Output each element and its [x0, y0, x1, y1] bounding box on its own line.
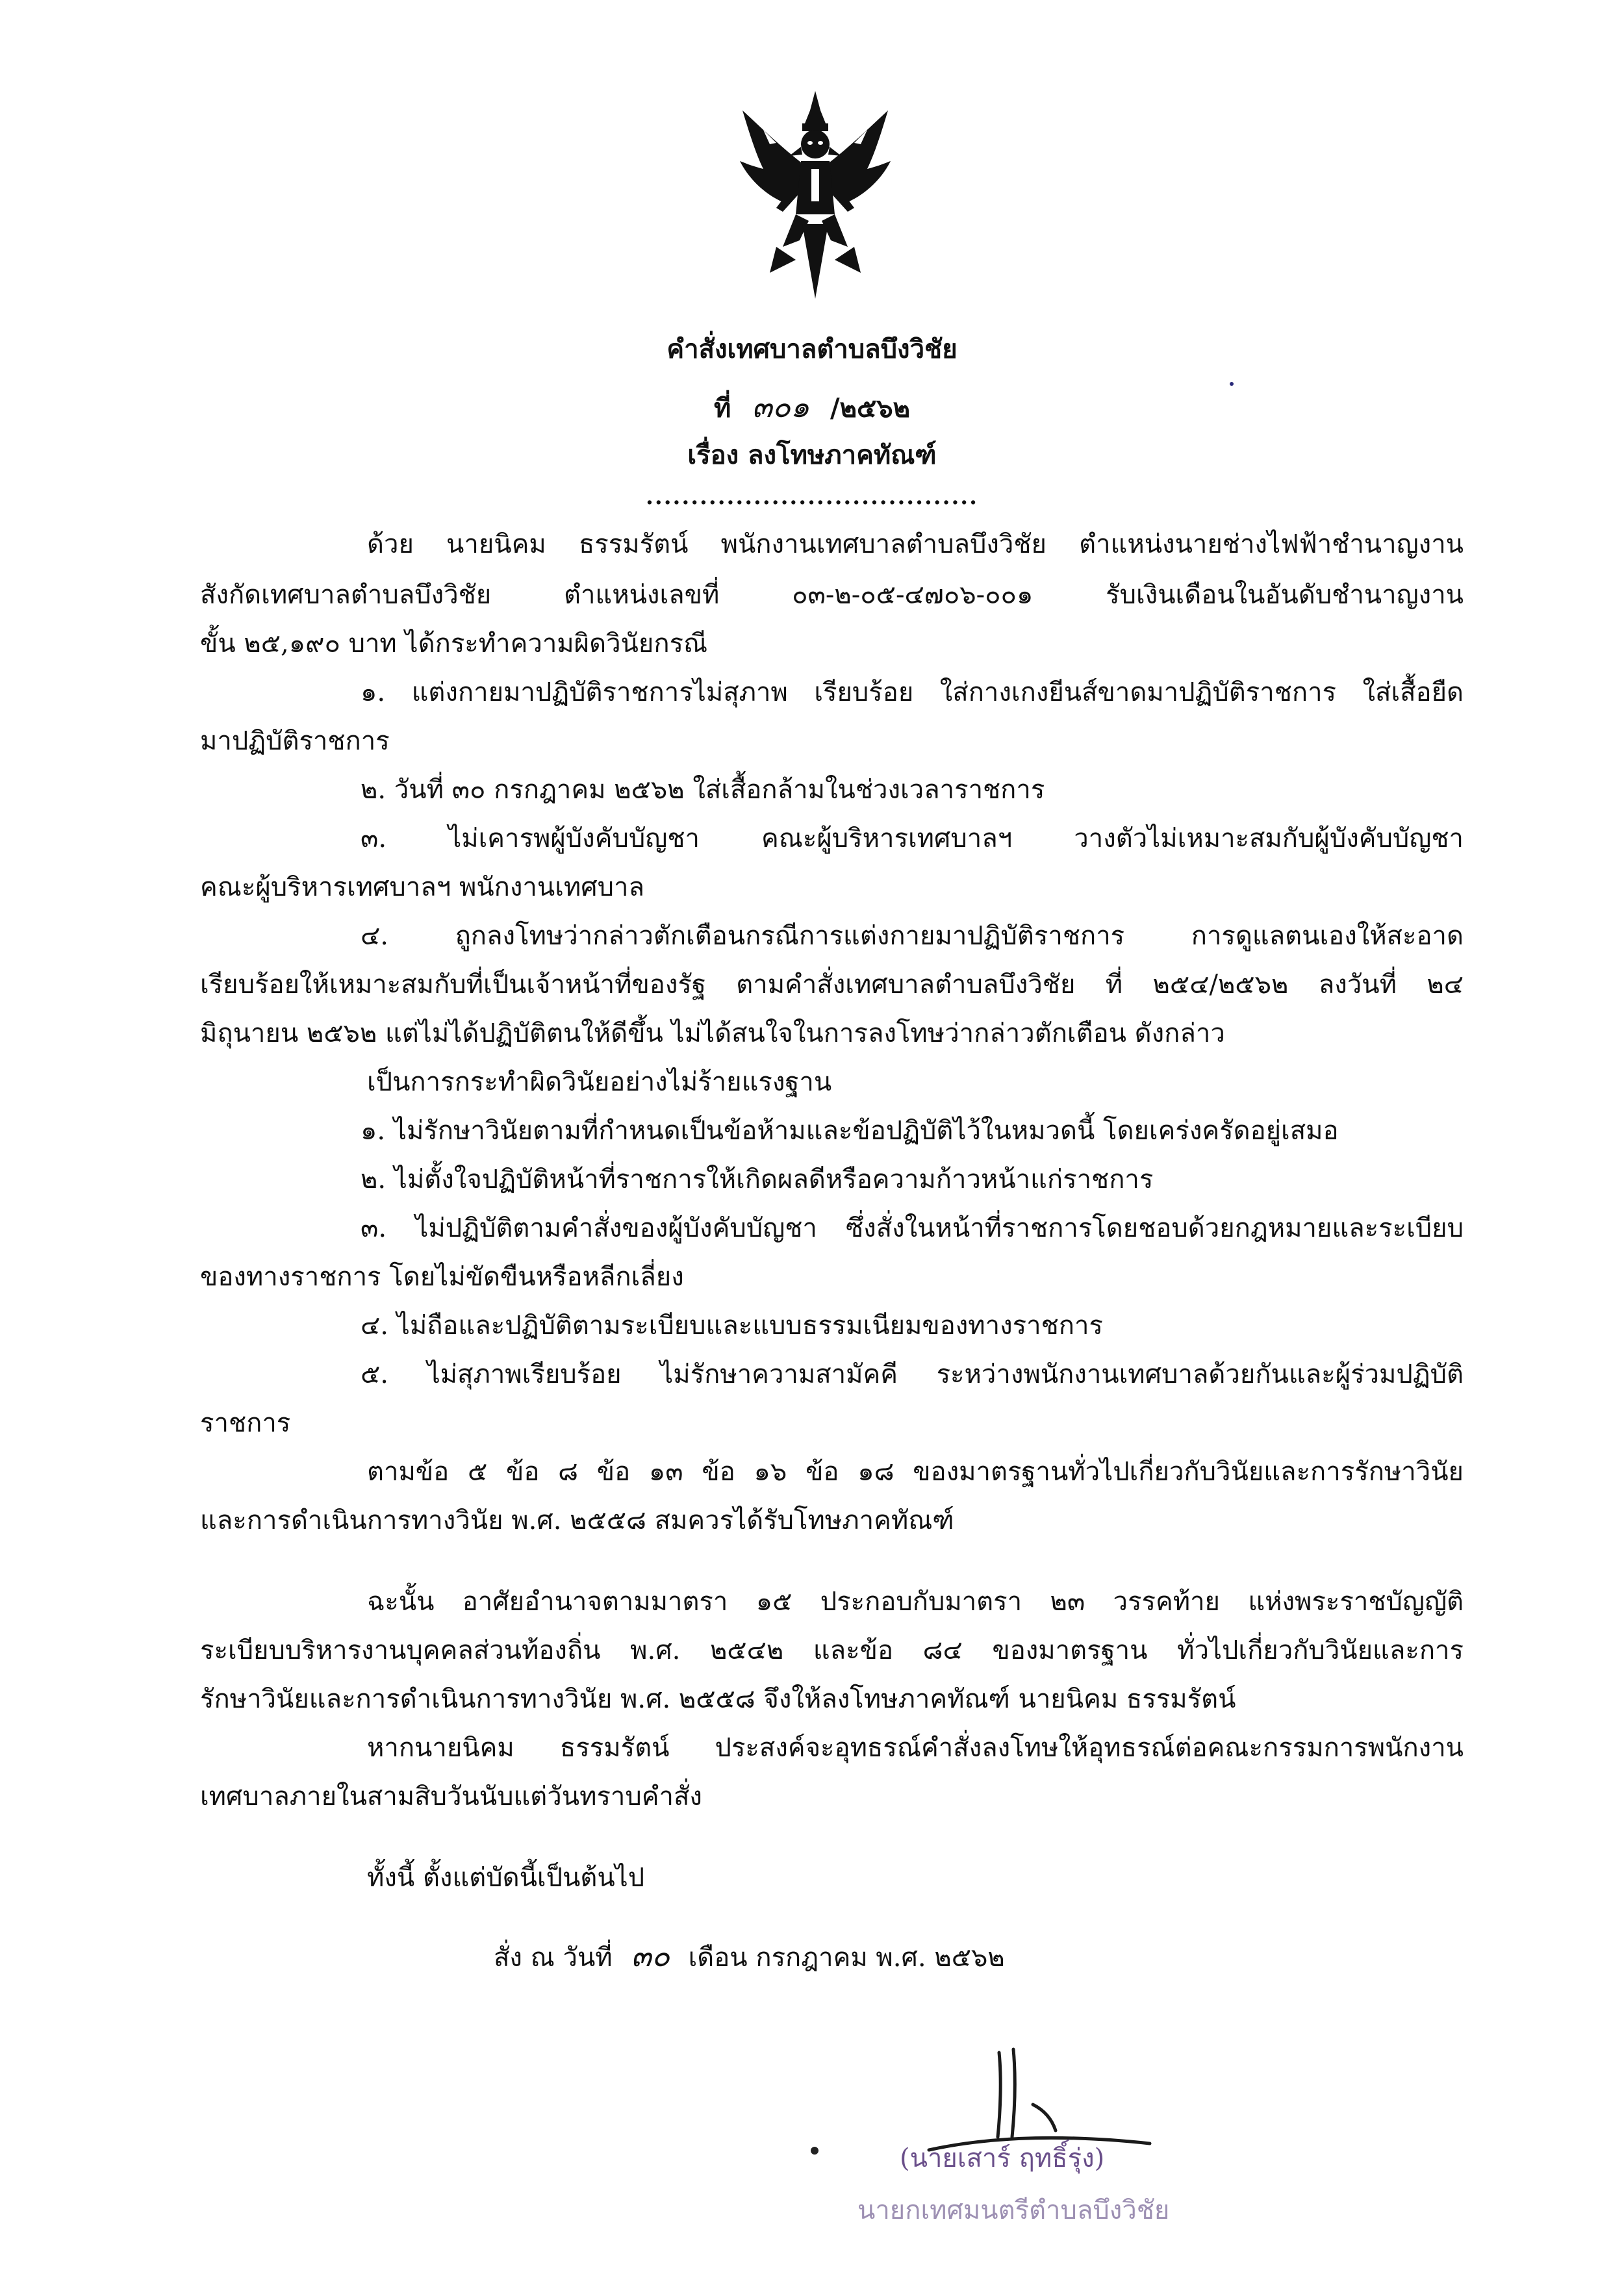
paragraph-line: เทศบาลภายในสามสิบวันนับแต่วันทราบคำสั่ง: [200, 1782, 702, 1812]
signer-name: (นายเสาร์ ฤทธิ์รุ่ง): [900, 2143, 1105, 2173]
offense-item-cont: มาปฏิบัติราชการ: [200, 726, 390, 756]
document-title: คำสั่งเทศบาลตำบลบึงวิชัย: [666, 334, 958, 364]
issue-date: [494, 1939, 1005, 1973]
garuda-emblem-icon: [737, 84, 893, 305]
offense-item-cont: มิถุนายน ๒๕๖๒ แต่ไม่ได้ปฏิบัติตนให้ดีขึ้น ไม่ได้สนใจในการลงโทษว่ากล่าวตักเตือน ดังกล่าว: [200, 1018, 1225, 1048]
offense-item-cont: คณะผู้บริหารเทศบาลฯ พนักงานเทศบาล: [200, 872, 645, 902]
paragraph-line: ฉะนั้น อาศัยอำนาจตามมาตรา ๑๕ ประกอบกับมาตรา ๒๓ วรรคท้าย แห่งพระราชบัญญัติ: [367, 1587, 1464, 1617]
violation-item: ๓. ไม่ปฏิบัติตามคำสั่งของผู้บังคับบัญชา ซึ่งสั่งในหน้าที่ราชการโดยชอบด้วยกฎหมายและระเบียบ: [361, 1213, 1464, 1243]
violation-item-cont: ราชการ: [200, 1408, 291, 1438]
offense-item: ๒. วันที่ ๓๐ กรกฎาคม ๒๕๖๒ ใส่เสื้อกล้ามในช่วงเวลาราชการ: [361, 775, 1045, 805]
violation-item: ๕. ไม่สุภาพเรียบร้อย ไม่รักษาความสามัคคี ระหว่างพนักงานเทศบาลด้วยกันและผู้ร่วมปฏิบัติ: [361, 1359, 1464, 1389]
issue-date-prefix: สั่ง ณ วันที่: [494, 1943, 613, 1973]
paragraph-line: ระเบียบบริหารงานบุคคลส่วนท้องถิ่น พ.ศ. ๒๕๔๒ และข้อ ๘๔ ของมาตรฐาน ทั่วไปเกี่ยวกับวินัยและการ: [200, 1636, 1464, 1665]
issue-day-handwritten: ๓๐: [631, 1938, 670, 1973]
paragraph-line: สังกัดเทศบาลตำบลบึงวิชัย ตำแหน่งเลขที่ ๐๓-๒-๐๕-๔๗๐๖-๐๐๑ รับเงินเดือนในอันดับชำนาญงาน: [200, 580, 1464, 610]
paragraph-line: ตามข้อ ๕ ข้อ ๘ ข้อ ๑๓ ข้อ ๑๖ ข้อ ๑๘ ของมาตรฐานทั่วไปเกี่ยวกับวินัยและการรักษาวินัย: [367, 1457, 1464, 1487]
stray-ink-dot: [1230, 382, 1234, 386]
violation-item: ๑. ไม่รักษาวินัยตามที่กำหนดเป็นข้อห้ามและข้อปฏิบัติไว้ในหมวดนี้ โดยเคร่งครัดอยู่เสมอ: [361, 1116, 1339, 1146]
violation-item: ๔. ไม่ถือและปฏิบัติตามระเบียบและแบบธรรมเนียมของทางราชการ: [361, 1311, 1103, 1341]
number-handwritten: ๓๐๑: [752, 389, 810, 424]
paragraph-line: เป็นการกระทำผิดวินัยอย่างไม่ร้ายแรงฐาน: [367, 1067, 832, 1097]
offense-item: ๔. ถูกลงโทษว่ากล่าวตักเตือนกรณีการแต่งกายมาปฏิบัติราชการ การดูแลตนเองให้สะอาด: [361, 921, 1464, 951]
paragraph-line: และการดำเนินการทางวินัย พ.ศ. ๒๕๕๘ สมควรได้รับโทษภาคทัณฑ์: [200, 1506, 954, 1536]
number-prefix: ที่: [714, 393, 731, 424]
number-suffix: /๒๕๖๒: [830, 393, 910, 424]
document-subject: เรื่อง ลงโทษภาคทัณฑ์: [687, 440, 937, 470]
violation-item: ๒. ไม่ตั้งใจปฏิบัติหน้าที่ราชการให้เกิดผลดีหรือความก้าวหน้าแก่ราชการ: [361, 1165, 1154, 1195]
signature-bullet: [811, 2147, 818, 2155]
offense-item: ๑. แต่งกายมาปฏิบัติราชการไม่สุภาพ เรียบร้อย ใส่กางเกงยีนส์ขาดมาปฏิบัติราชการ ใส่เสื้อยืด: [361, 677, 1464, 707]
separator-dots: .....................................: [646, 484, 978, 510]
paragraph-line: ด้วย นายนิคม ธรรมรัตน์ พนักงานเทศบาลตำบลบึงวิชัย ตำแหน่งนายช่างไฟฟ้าชำนาญงาน: [367, 529, 1464, 559]
issue-date-suffix: เดือน กรกฎาคม พ.ศ. ๒๕๖๒: [688, 1943, 1005, 1973]
paragraph-line: รักษาวินัยและการดำเนินการทางวินัย พ.ศ. ๒๕๕๘ จึงให้ลงโทษภาคทัณฑ์ นายนิคม ธรรมรัตน์: [200, 1684, 1236, 1714]
signer-title: นายกเทศมนตรีตำบลบึงวิชัย: [857, 2195, 1170, 2225]
offense-item: ๓. ไม่เคารพผู้บังคับบัญชา คณะผู้บริหารเทศบาลฯ วางตัวไม่เหมาะสมกับผู้บังคับบัญชา: [361, 824, 1464, 854]
offense-item-cont: เรียบร้อยให้เหมาะสมกับที่เป็นเจ้าหน้าที่ของรัฐ ตามคำสั่งเทศบาลตำบลบึงวิชัย ที่ ๒๕๔/๒๕๖๒ ลงวันที่ ๒๔: [200, 970, 1464, 1000]
violation-item-cont: ของทางราชการ โดยไม่ขัดขืนหรือหลีกเลี่ยง: [200, 1262, 684, 1292]
document-number: [0, 383, 1624, 431]
paragraph-line: ทั้งนี้ ตั้งแต่บัดนี้เป็นต้นไป: [367, 1863, 645, 1893]
paragraph-line: หากนายนิคม ธรรมรัตน์ ประสงค์จะอุทธรณ์คำสั่งลงโทษให้อุทธรณ์ต่อคณะกรรมการพนักงาน: [367, 1733, 1464, 1763]
paragraph-line: ขั้น ๒๕,๑๙๐ บาท ได้กระทำความผิดวินัยกรณี: [200, 629, 708, 659]
